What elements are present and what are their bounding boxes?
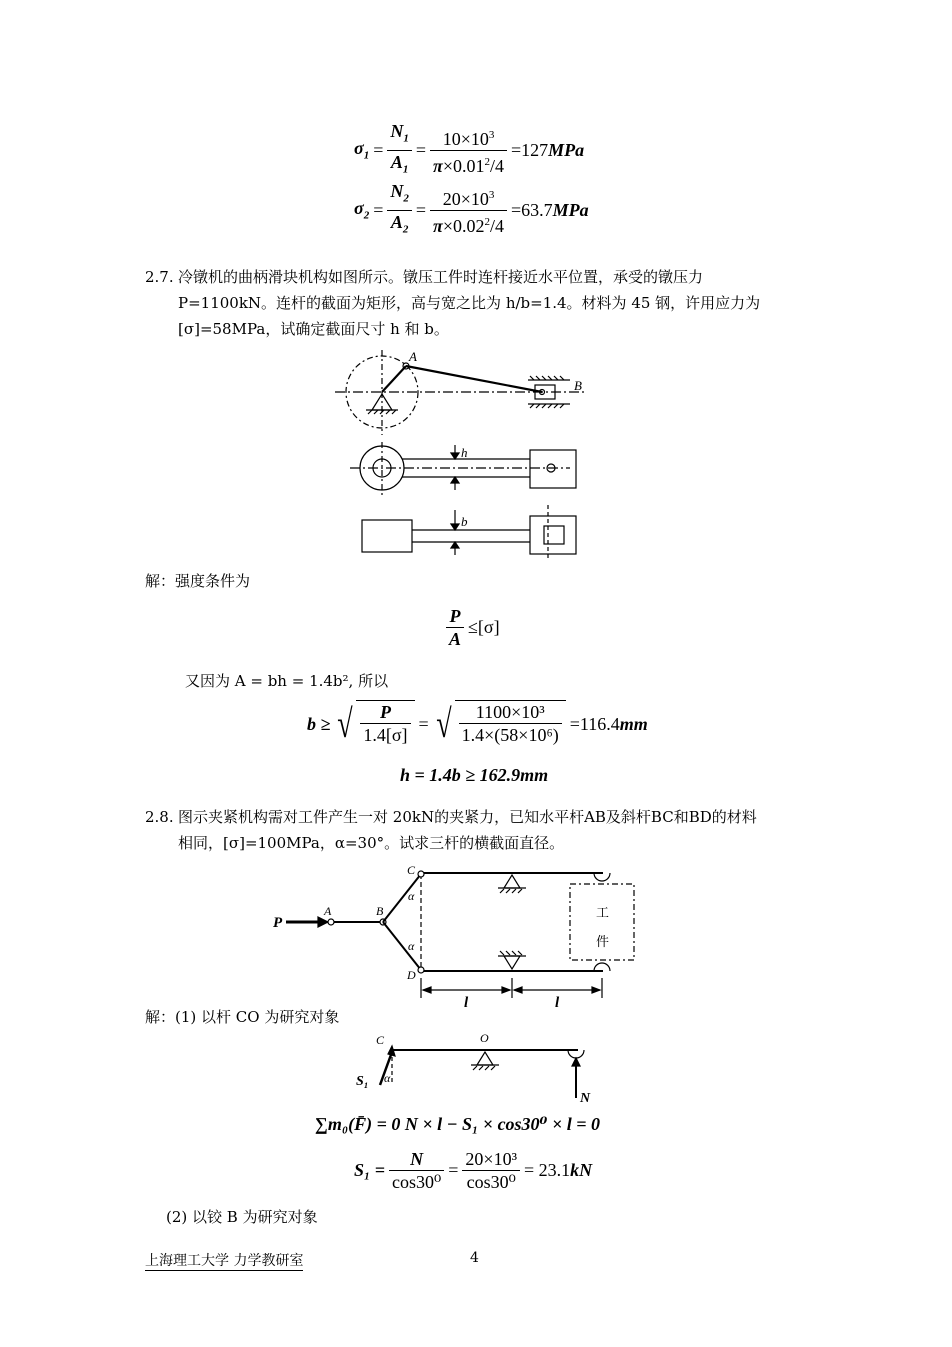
fbd-label-c: C	[376, 1033, 385, 1047]
footer-org: 上海理工大学 力学教研室	[145, 1250, 303, 1271]
fig27-label-b: B	[574, 378, 582, 393]
fig28-label-p: P	[273, 915, 283, 931]
figure-crank-slider	[330, 350, 610, 560]
solution-2-7-also: 又因为 A = bh = 1.4b², 所以	[185, 672, 389, 690]
fbd-label-alpha: α	[384, 1071, 391, 1085]
fig27-label-a: A	[409, 349, 417, 364]
fig28-label-alpha-bottom: α	[408, 939, 415, 953]
problem-2-7-number: 2.7.	[145, 268, 174, 286]
solution-2-8-intro: 解：(1) 以杆 CO 为研究对象	[145, 1008, 340, 1026]
fig28-label-l-right: l	[555, 995, 560, 1011]
equation-h: h = 1.4b ≥ 162.9mm	[400, 765, 549, 785]
fig28-label-a: A	[324, 904, 332, 918]
problem-2-8-number: 2.8.	[145, 808, 174, 826]
problem-2-8-line1: 图示夹紧机构需对工件产生一对 20kN的夹紧力，已知水平杆AB及斜杆BC和BD的材料	[178, 808, 757, 826]
moment-equation: ∑m₀(F̄) = 0 N × l − S₁ × cos30⁰ × l = 0	[315, 1114, 600, 1134]
equation-s1: S₁ = $\frac{N}{\text{cos30⁰}}$ = $\frac{\text{20×10³}}{\text{cos30⁰}}$ = 23.1 kN	[354, 1149, 593, 1192]
fig28-label-b: B	[376, 904, 384, 918]
fig28-label-d: D	[407, 968, 416, 982]
fig28-label-l-left: l	[464, 995, 469, 1011]
solution-2-7-intro: 解：强度条件为	[145, 572, 251, 590]
equation-b: b ≥ √ $\frac{P}{1.4[\sigma]}$ = √ $\frac{\text{1100×10³}}{\text{1.4×(58×10⁶)}}$ =116.4 mm	[307, 701, 648, 746]
fig27-label-h: h	[461, 445, 468, 460]
fbd-label-n: N	[580, 1091, 591, 1106]
problem-2-8-line2: 相同，[σ]=100MPa，α=30°。试求三杆的横截面直径。	[178, 834, 565, 852]
fig28-label-workpiece-2: 件	[596, 934, 610, 949]
figure-free-body-co	[350, 1030, 610, 1105]
equation-sigma2: $\sigma_2$ = $\frac{N_2}{A_2}$ = $\frac{20\times 10^3}{\pi\times 0.02^2/4}$ =63.7 MPa	[354, 181, 589, 236]
fbd-label-s1: S₁	[356, 1074, 369, 1089]
equation-sigma1: $\sigma_1$ = $\frac{N_1}{A_1}$ = $\frac{10\times 10^3}{\pi\times 0.01^2/4}$ =127 MPa	[354, 121, 585, 176]
problem-2-7-line3: [σ]=58MPa，试确定截面尺寸 h 和 b。	[178, 320, 449, 338]
figure-clamp-mechanism	[268, 860, 648, 1011]
page-number: 4	[470, 1250, 479, 1266]
problem-2-7-line1: 冷镦机的曲柄滑块机构如图所示。镦压工件时连杆接近水平位置，承受的镦压力	[178, 268, 704, 286]
solution-2-8-step2: (2) 以铰 B 为研究对象	[166, 1208, 318, 1226]
fig28-label-workpiece-1: 工	[596, 905, 610, 920]
fig27-label-b-width: b	[461, 514, 468, 529]
problem-2-7-line2: P=1100kN。连杆的截面为矩形，高与宽之比为 h/b=1.4。材料为 45 钢，许用应力为	[178, 294, 761, 312]
fig28-label-c: C	[407, 863, 416, 877]
fig28-label-alpha-top: α	[408, 889, 415, 903]
fbd-label-o: O	[480, 1031, 489, 1045]
strength-condition: $\frac{P}{A}$ ≤[σ]	[444, 605, 502, 650]
